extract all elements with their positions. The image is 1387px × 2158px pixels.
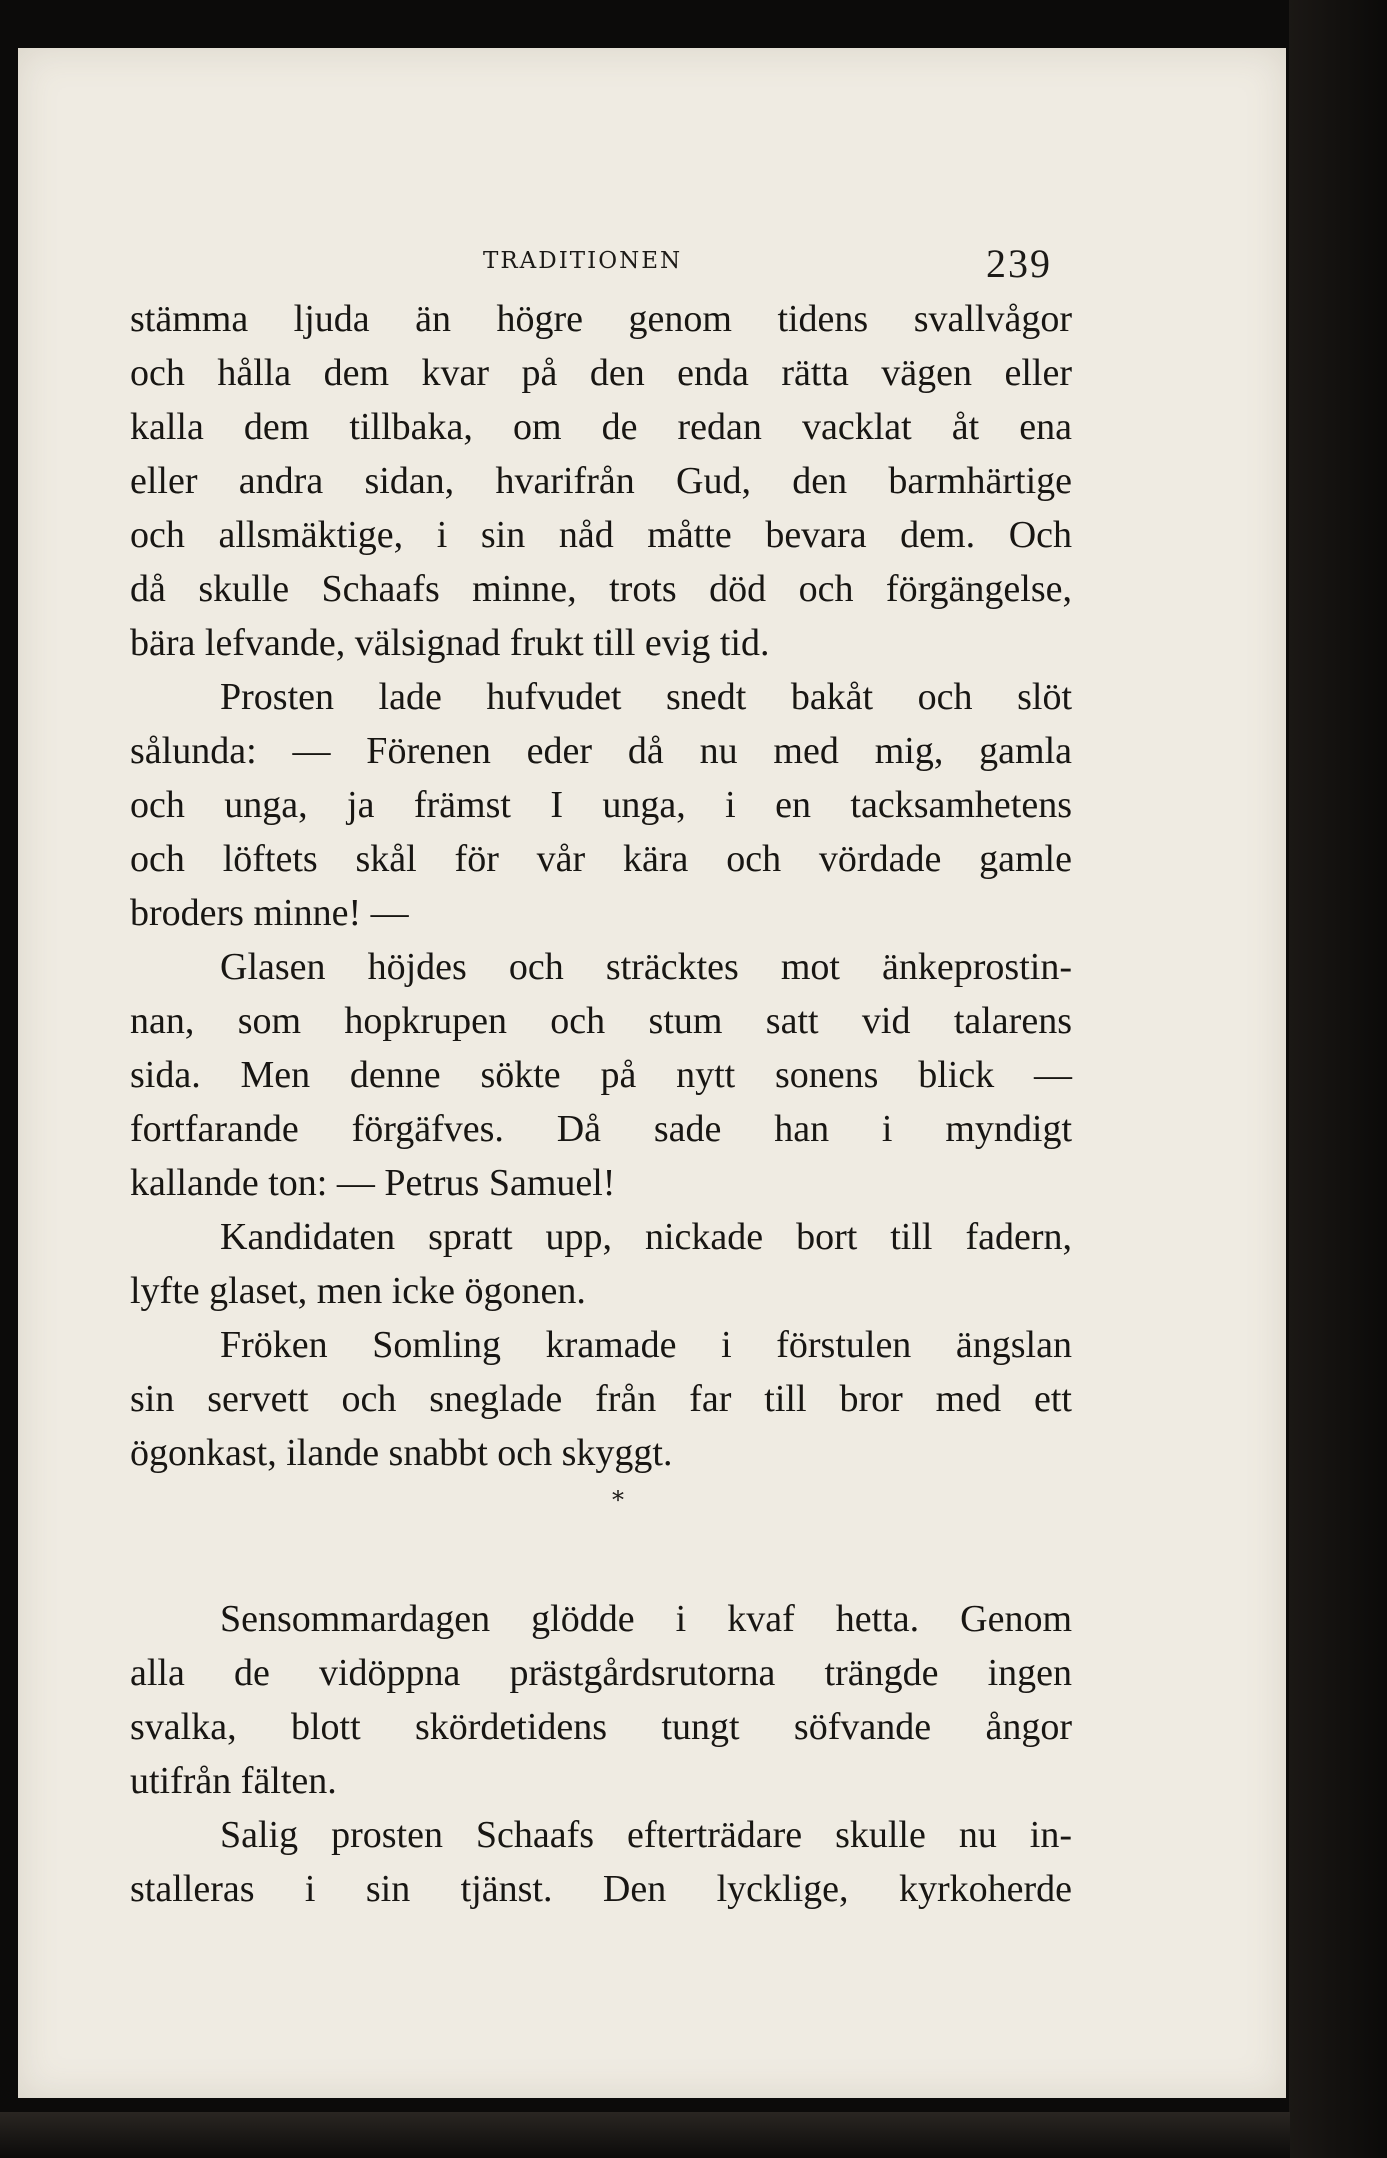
- text-line: bära lefvande, välsignad frukt till evig tid.: [130, 622, 770, 664]
- text-line: Fröken Somling kramade i förstulen ängslan: [220, 1324, 1072, 1366]
- text-line: Prosten lade hufvudet snedt bakåt och slöt: [220, 676, 1072, 718]
- text-line: stämma ljuda än högre genom tidens svallvågor: [130, 298, 1072, 340]
- section-break-asterisk: *: [612, 1486, 624, 1514]
- running-head: TRADITIONEN: [483, 248, 683, 274]
- page-paper: [18, 48, 1286, 2098]
- text-line: lyfte glaset, men icke ögonen.: [130, 1270, 586, 1312]
- text-line: Salig prosten Schaafs efterträdare skulle nu in-: [220, 1814, 1072, 1856]
- text-line: kalla dem tillbaka, om de redan vacklat åt ena: [130, 406, 1072, 448]
- text-line: utifrån fälten.: [130, 1760, 337, 1802]
- text-line: svalka, blott skördetidens tungt söfvande ångor: [130, 1706, 1072, 1748]
- text-line: ögonkast, ilande snabbt och skyggt.: [130, 1432, 673, 1474]
- text-line: och hålla dem kvar på den enda rätta vägen eller: [130, 352, 1072, 394]
- text-line: kallande ton: — Petrus Samuel!: [130, 1162, 616, 1204]
- text-line: Kandidaten spratt upp, nickade bort till fadern,: [220, 1216, 1072, 1258]
- text-line: eller andra sidan, hvarifrån Gud, den barmhärtige: [130, 460, 1072, 502]
- text-line: Sensommardagen glödde i kvaf hetta. Genom: [220, 1598, 1072, 1640]
- text-line: stalleras i sin tjänst. Den lycklige, kyrkoherde: [130, 1868, 1072, 1910]
- page-edge-shadow-right: [1289, 0, 1387, 2158]
- text-line: broders minne! —: [130, 892, 409, 934]
- page-edge-shadow-bottom: [0, 2112, 1290, 2158]
- text-line: och unga, ja främst I unga, i en tacksamhetens: [130, 784, 1072, 826]
- text-line: och löftets skål för vår kära och vördade gamle: [130, 838, 1072, 880]
- text-line: sin servett och sneglade från far till bror med ett: [130, 1378, 1072, 1420]
- page-number: 239: [986, 241, 1052, 286]
- text-line: fortfarande förgäfves. Då sade han i myndigt: [130, 1108, 1072, 1150]
- text-line: då skulle Schaafs minne, trots död och förgängelse,: [130, 568, 1072, 610]
- text-line: Glasen höjdes och sträcktes mot änkeprostin-: [220, 946, 1072, 988]
- text-line: sålunda: — Förenen eder då nu med mig, gamla: [130, 730, 1072, 772]
- text-line: och allsmäktige, i sin nåd måtte bevara dem. Och: [130, 514, 1072, 556]
- text-line: alla de vidöppna prästgårdsrutorna trängde ingen: [130, 1652, 1072, 1694]
- text-line: sida. Men denne sökte på nytt sonens blick —: [130, 1054, 1072, 1096]
- text-line: nan, som hopkrupen och stum satt vid talarens: [130, 1000, 1072, 1042]
